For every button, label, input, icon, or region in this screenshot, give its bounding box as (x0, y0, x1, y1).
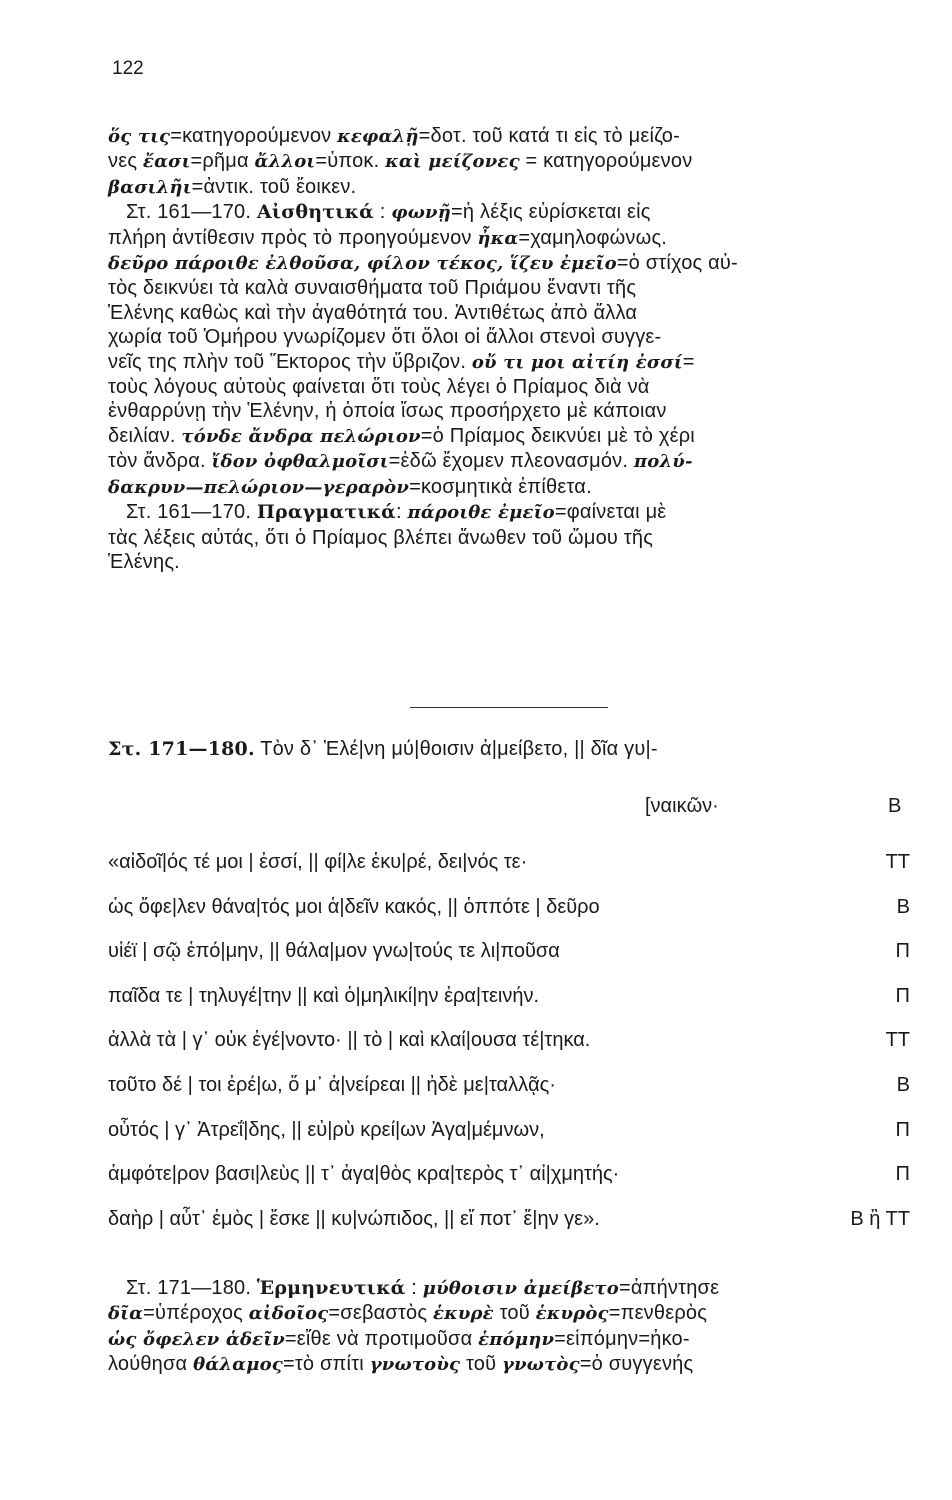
text-line (108, 124, 940, 149)
quoted-term: τόνδε ἄνδρα πελώριον (181, 425, 421, 447)
text-run: : (405, 1277, 423, 1299)
verse-text: ἀμφότε|ρον βασι|λεὺς || τ᾽ ἀγα|θὸς κρα|τερὸς τ᾽ αἰ|χμητής· (108, 1163, 620, 1186)
meter-mark: Β (896, 1074, 910, 1096)
text-run: λούθησα (108, 1353, 194, 1376)
text-line (108, 251, 940, 276)
text-line (108, 301, 940, 325)
text-run: =κοσμητικὰ ἐπίθετα. (409, 475, 592, 498)
quoted-term: ὅς τις (108, 126, 171, 147)
text-run: =ἀντικ. τοῦ ἔοικεν. (191, 175, 357, 198)
quoted-term: πολύ- (633, 451, 693, 473)
commentary-bottom (108, 1276, 940, 1378)
text-run: =ἡ λέξις εὑρίσκεται εἰς (451, 201, 651, 224)
meter-mark: Β (896, 895, 910, 918)
text-line (108, 526, 940, 550)
text-run: Ἑλένης καθὼς καὶ τὴν ἀγαθότητά του. Ἀντιθέτως ἀπὸ ἄλλα (108, 301, 638, 324)
text-run: =τὸ σπίτι (282, 1353, 370, 1376)
meter-mark: Β ἢ ΤΤ (850, 1207, 910, 1230)
text-run: Στ. 161—170. (126, 201, 257, 224)
text-line (108, 276, 940, 300)
quoted-term: φωνῇ (391, 202, 452, 224)
text-line (108, 550, 940, 574)
meter-mark: ΤΤ (885, 1029, 910, 1052)
text-line (108, 399, 940, 423)
text-run: : (396, 501, 408, 524)
text-run: τὸς δεικνύει τὰ καλὰ συναισθήματα τοῦ Πριάμου ἔναντι τῆς (108, 277, 637, 300)
verse-text: «αἰδοῖ|ός τέ μοι | ἐσσί, || φί|λε ἑκυ|ρέ, δει|νός τε· (108, 851, 528, 873)
text-run: : (373, 201, 392, 224)
text-line (108, 424, 940, 449)
meter-mark: ΤΤ (885, 851, 910, 873)
bold-heading: Πραγματικά (256, 501, 396, 524)
text-run: =εἱπόμην=ἠκο- (554, 1327, 690, 1350)
text-run: =δοτ. τοῦ κατά τι εἰς τὸ μείζο- (418, 125, 680, 147)
text-run: =ὁ συγγενής (579, 1353, 694, 1376)
quoted-term: ἴδον ὀφθαλμοῖσι (211, 451, 389, 473)
verse-text: ἀλλὰ τὰ | γ᾽ οὐκ ἐγέ|νοντο· || τὸ | καὶ κλαί|ουσα τέ|τηκα. (108, 1029, 591, 1052)
quoted-term: αἰδοῖος (248, 1303, 329, 1325)
text-line (108, 1327, 940, 1352)
text-run: =φαίνεται μὲ (554, 501, 667, 524)
meter-mark: Π (895, 984, 910, 1007)
quoted-term: ἑπόμην (478, 1328, 555, 1350)
text-run: νες (108, 150, 143, 173)
quoted-term: βασιλῆι (108, 176, 192, 198)
quoted-term: δῖα (108, 1303, 144, 1325)
page-number: 122 (112, 58, 144, 79)
verse-continuation-mark: Β (888, 795, 902, 817)
verse-line (108, 1163, 908, 1193)
text-run: νεῖς της πλὴν τοῦ Ἕκτορος τὴν ὕβριζον. (108, 350, 472, 373)
meter-mark: Π (895, 1163, 910, 1186)
text-line (108, 200, 940, 225)
text-run: τὸν ἄνδρα. (108, 450, 212, 473)
verse-header-text: Τὸν δ᾽ Ἑλέ|νη μύ|θοισιν ἀ|μείβετο, || δῖα γυ|- (254, 738, 658, 760)
verse-text: οὗτός | γ᾽ Ἀτρεΐ|δης, || εὐ|ρὺ κρεί|ων Ἀγα|μέμνων, (108, 1118, 545, 1141)
text-run: =ρῆμα (190, 150, 255, 173)
text-line (108, 1301, 940, 1326)
text-line (108, 149, 940, 174)
quoted-term: ἄλλοι (254, 151, 316, 173)
text-run: τὰς λέξεις αὐτάς, ὅτι ὁ Πρίαμος βλέπει ἄνωθεν τοῦ ὤμου τῆς (108, 526, 654, 549)
text-line (108, 449, 940, 474)
text-run: =ὁ στίχος αὐ- (616, 252, 738, 275)
text-run: πλήρη ἀντίθεσιν πρὸς τὸ προηγούμενον (108, 226, 478, 249)
text-run: Στ. 171—180. (126, 1277, 257, 1299)
text-line (108, 475, 940, 500)
verse-line (108, 1074, 908, 1104)
quoted-term: ἑκυρὲ (432, 1303, 494, 1325)
verse-continuation: [ναικῶν· (645, 795, 719, 817)
text-run: =ὑποκ. (315, 150, 386, 173)
text-run: =ὁ Πρίαμος δεικνύει μὲ τὸ χέρι (420, 424, 695, 447)
verse-line (108, 896, 908, 926)
text-run: =εἴθε νὰ προτιμοῦσα (284, 1327, 479, 1350)
text-run: = (682, 350, 695, 373)
quoted-term: θάλαμος (193, 1354, 283, 1376)
verse-text: υἱέϊ | σῷ ἑπό|μην, || θάλα|μον γνω|τούς τε λι|ποῦσα (108, 940, 560, 963)
quoted-term: ὡς ὄφελεν ἁδεῖν (108, 1328, 285, 1350)
text-run: = κατηγορούμενον (519, 150, 693, 173)
verse-text: ὡς ὄφε|λεν θάνα|τός μοι ἁ|δεῖν κακός, || ὁππότε | δεῦρο (108, 895, 600, 918)
text-run: =ἀπήντησε (618, 1277, 720, 1299)
text-line (108, 350, 940, 375)
text-run: χωρία τοῦ Ὁμήρου γνωρίζομεν ὅτι ὅλοι οἱ ἄλλοι στενοὶ συγγε- (108, 326, 662, 349)
text-run: =κατηγορούμενον (170, 125, 338, 147)
quoted-term: ἔασι (142, 151, 191, 173)
bold-heading: Ἑρμηνευτικά (256, 1277, 406, 1299)
bold-heading: Αἰσθητικά (256, 201, 374, 224)
section-divider (410, 707, 608, 708)
text-run: τοῦ (460, 1353, 502, 1376)
text-line (108, 325, 940, 349)
verse-line (108, 851, 908, 881)
text-run: τοῦ (493, 1302, 536, 1325)
text-run: =πενθερὸς (608, 1302, 708, 1325)
quoted-term: δεῦρο πάροιθε ἐλθοῦσα, φίλον τέκος, ἵζευ ἐμεῖο (108, 253, 617, 275)
verse-line (108, 985, 908, 1015)
quoted-term: κεφαλῇ (337, 126, 419, 147)
verse-text: δαὴρ | αὖτ᾽ ἐμὸς | ἔσκε || κυ|νώπιδος, || εἴ ποτ᾽ ἔ|ην γε». (108, 1207, 600, 1230)
quoted-term: γνωτοὺς (369, 1354, 461, 1376)
text-run: =ὑπέροχος (143, 1302, 249, 1325)
text-run: τοὺς λόγους αὐτοὺς φαίνεται ὅτι τοὺς λέγει ὁ Πρίαμος διὰ νὰ (108, 376, 650, 399)
meter-mark: Π (895, 1118, 910, 1141)
quoted-term: ἦκα (477, 227, 519, 249)
text-line (108, 1352, 940, 1377)
verse-header (108, 737, 658, 761)
text-run: =χαμηλοφώνως. (518, 226, 668, 249)
quoted-term: γνωτὸς (501, 1354, 580, 1376)
text-run: Ἑλένης. (108, 550, 180, 573)
quoted-term: οὔ τι μοι αἰτίη ἐσσί (471, 351, 683, 373)
quoted-term: ἑκυρὸς (535, 1303, 609, 1325)
text-run: =ἐδῶ ἔχομεν πλεονασμόν. (388, 450, 634, 473)
verse-line (108, 1208, 908, 1238)
quoted-term: πάροιθε ἐμεῖο (407, 502, 555, 524)
text-line (108, 375, 940, 399)
verse-text: τοῦτο δέ | τοι ἐρέ|ω, ὅ μ᾽ ἀ|νείρεαι || ἠδὲ με|ταλλᾷς· (108, 1074, 556, 1096)
verse-line (108, 1029, 908, 1059)
verse-line (108, 940, 908, 970)
text-line (108, 226, 940, 251)
commentary-top (108, 124, 940, 574)
verse-line (108, 1119, 908, 1149)
quoted-term: δακρυν—πελώριον—γεραρὸν (108, 476, 410, 498)
text-line (108, 175, 940, 200)
quoted-term: μύθοισιν ἀμείβετο (422, 1278, 619, 1299)
quoted-term: καὶ μείζονες (385, 151, 520, 173)
meter-mark: Π (895, 940, 910, 963)
text-run: =σεβαστὸς (328, 1302, 433, 1325)
verse-header-label: Στ. 171—180. (108, 738, 255, 760)
text-line (108, 1276, 940, 1301)
text-run: Στ. 161—170. (126, 501, 257, 524)
text-run: δειλίαν. (108, 424, 182, 447)
text-line (108, 500, 940, 525)
text-run: ἐνθαρρύνῃ τὴν Ἑλένην, ἡ ὁποία ἴσως προσήρχετο μὲ κάποιαν (108, 400, 667, 423)
verse-text: παῖδα τε | τηλυγέ|την || καὶ ὁ|μηλικί|ην ἐρα|τεινήν. (108, 984, 540, 1007)
